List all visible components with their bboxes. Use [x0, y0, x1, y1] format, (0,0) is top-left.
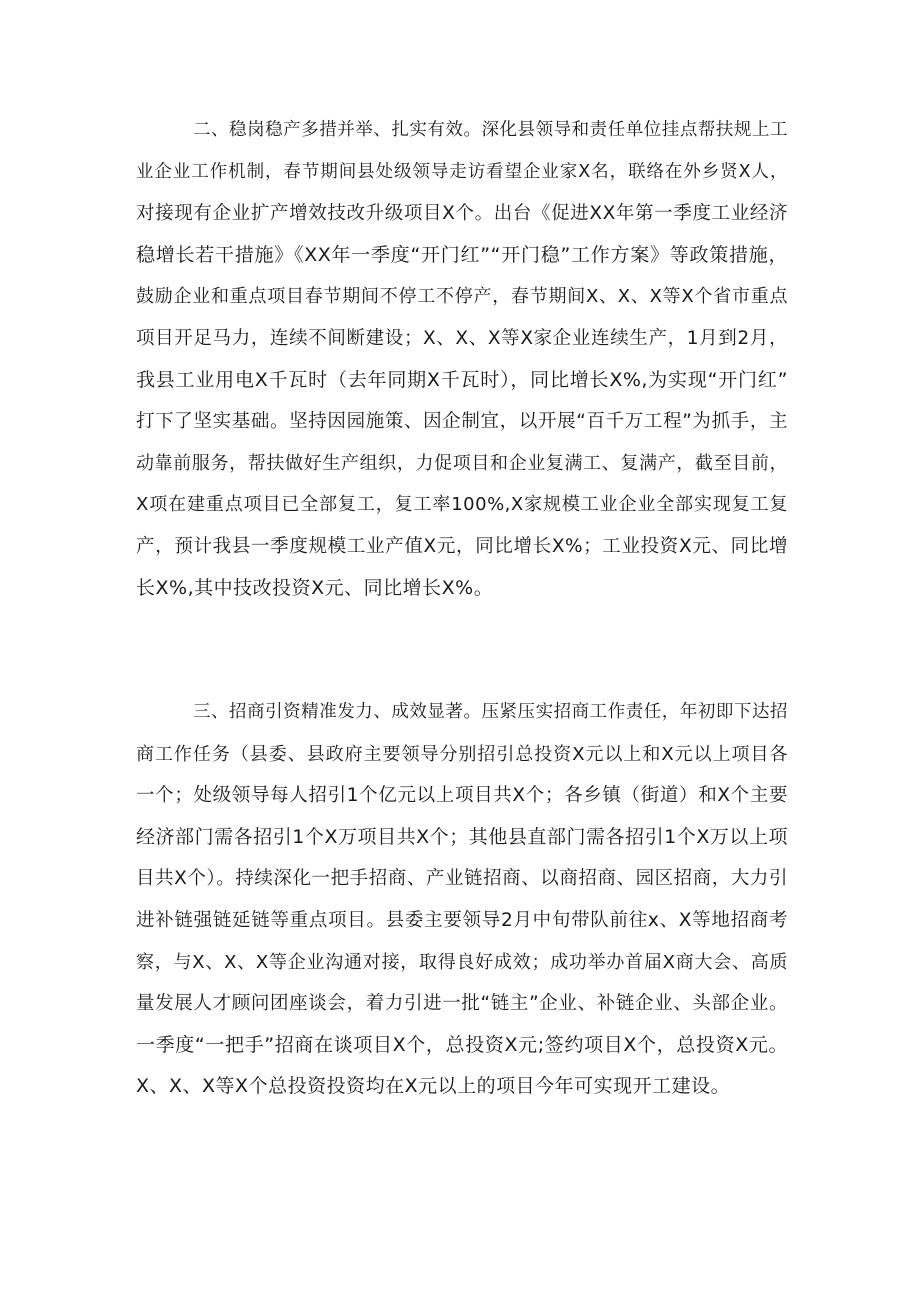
paragraph-line: 一个；处级领导每人招引1个亿元以上项目共X个；各乡镇（街道）和X个主要 — [136, 785, 788, 807]
paragraph-line: X项在建重点项目已全部复工，复工率100%,X家规模工业企业全部实现复工复 — [136, 494, 788, 516]
paragraph-stabilize-production — [136, 110, 788, 609]
paragraph-line: 一季度“一把手”招商在谈项目X个，总投资X元;签约项目X个，总投资X元。 — [136, 1033, 788, 1056]
paragraph-line: 稳增长若干措施》《XX年一季度“开门红”“开门稳”工作方案》等政策措施， — [136, 243, 788, 266]
paragraph-line: 鼓励企业和重点项目春节期间不停工不停产，春节期间X、X、X等X个省市重点 — [136, 286, 788, 308]
paragraph-line: 经济部门需各招引1个X万项目共X个；其他县直部门需各招引1个X万以上项 — [136, 825, 788, 848]
paragraph-line: 长X%,其中技改投资X元、同比增长X%。 — [136, 576, 494, 599]
paragraph-line: 商工作任务（县委、县政府主要领导分别招引总投资X元以上和X元以上项目各 — [136, 743, 788, 765]
paragraph-line: 量发展人才顾问团座谈会，着力引进一批“链主”企业、补链企业、头部企业。 — [136, 993, 788, 1015]
paragraph-line: 项目开足马力，连续不间断建设；X、X、X等X家企业连续生产，1月到2月， — [136, 327, 788, 349]
paragraph-line: 业企业工作机制，春节期间县处级领导走访看望企业家X名，联络在外乡贤X人， — [136, 161, 788, 182]
paragraph-line: 我县工业用电X千瓦时（去年同期X千瓦时），同比增长X%,为实现“开门红” — [136, 368, 788, 391]
paragraph-line: 对接现有企业扩产增效技改升级项目X个。出台《促进XX年第一季度工业经济 — [136, 203, 788, 225]
paragraph-line: 打下了坚实基础。坚持因园施策、因企制宜，以开展“百千万工程”为抓手，主 — [136, 411, 788, 433]
paragraph-line: 进补链强链延链等重点项目。县委主要领导2月中旬带队前往x、X等地招商考 — [136, 909, 788, 931]
paragraph-line: 目共X个）。持续深化一把手招商、产业链招商、以商招商、园区招商，大力引 — [136, 868, 788, 890]
paragraph-line: 产，预计我县一季度规模工业产值X元，同比增长X%；工业投资X元、同比增 — [136, 535, 788, 557]
paragraph-line: 三、招商引资精准发力、成效显著。压紧压实招商工作责任，年初即下达招 — [193, 702, 788, 722]
paragraph-line: 二、稳岗稳产多措并举、扎实有效。深化县领导和责任单位挂点帮扶规上工 — [193, 120, 788, 140]
paragraph-line: X、X、X等X个总投资投资均在X元以上的项目今年可实现开工建设。 — [136, 1075, 731, 1098]
paragraph-line: 察，与X、X、X等企业沟通对接，取得良好成效；成功举办首届X商大会、高质 — [136, 951, 788, 973]
paragraph-line: 动靠前服务，帮扶做好生产组织，力促项目和企业复满工、复满产，截至目前， — [136, 452, 788, 474]
paragraph-investment-attraction — [136, 692, 788, 1108]
